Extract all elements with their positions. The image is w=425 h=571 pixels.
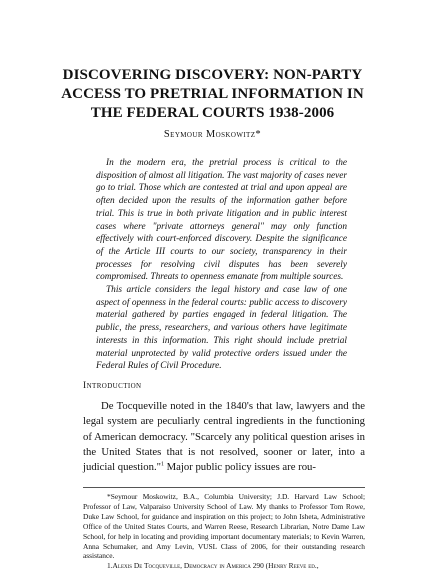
footnote-marker: * [107,492,111,501]
abstract-paragraph: In the modern era, the pretrial process is critical to the disposition of almost all litigation. The vast majority of cases never go to trial. Those which are contested at trial and upon appeal are often decided upon the results of the information gather before trial. This is true in both private litigation and in public interest cases where "private attorneys general" may only function effectively with court-enforced discovery. Despite the significance of the Article III courts to our society, transparency in their processes for resolving civil disputes has been severely compromised. Threats to openness emanate from multiple sources. [96,158,347,283]
body-text-end: Major public policy issues are rou- [163,461,316,474]
body-paragraph [83,399,365,475]
footnote-divider [83,487,365,488]
body-text [83,399,365,475]
abstract [96,157,347,373]
footnote [83,492,365,561]
footnote [83,561,365,571]
footnotes [83,492,365,571]
footnote-text: Alexis De Tocqueville, Democracy in America 290 (Henry Reeve ed., [112,561,319,571]
footnote-reference[interactable]: 1 [160,461,164,468]
footnote-marker: 1. [107,561,113,571]
section-heading: Introduction [83,381,142,391]
title-line: THE FEDERAL COURTS 1938-2006 [90,105,335,121]
body-text-start: De Tocqueville noted in the 1840's that law, lawyers and the legal system are peculiarly central ingredients in the functioning of American democracy. "Scarcely any political question arises in the United States that is not resolved, sooner or later, into a judicial question." [83,400,365,474]
title-line: ACCESS TO PRETRIAL INFORMATION IN [61,86,364,102]
title-line: DISCOVERING DISCOVERY: NON-PARTY [62,67,363,83]
article-title [40,66,385,123]
footnote-text: Seymour Moskowitz, B.A., Columbia University; J.D. Harvard Law School; Professor of Law, Valparaiso University School of Law. My thanks to Professor Tom Rowe, Duke Law School, for guidance and inspiration on this project; to John Isheta, Administrative Office of the United States Courts, and Warren Reese, Research Librarian, Notre Dame Law School, for help in locating and providing important documentary materials; to Kevin Warren, Anna Schumaker, and Amy Levin, VUSL Class of 2006, for their outstanding research assistance. [83,492,365,561]
author-name: Seymour Moskowitz* [163,129,262,140]
abstract-paragraph: This article considers the legal history and case law of one aspect of openness in the federal courts: public access to discovery material gathered by parties engaged in federal litigation. The public, the press, researchers, and various others have legitimate interests in this information. This right should include pretrial material unprotected by valid protective orders issued under the Federal Rules of Civil Procedure. [96,285,347,372]
